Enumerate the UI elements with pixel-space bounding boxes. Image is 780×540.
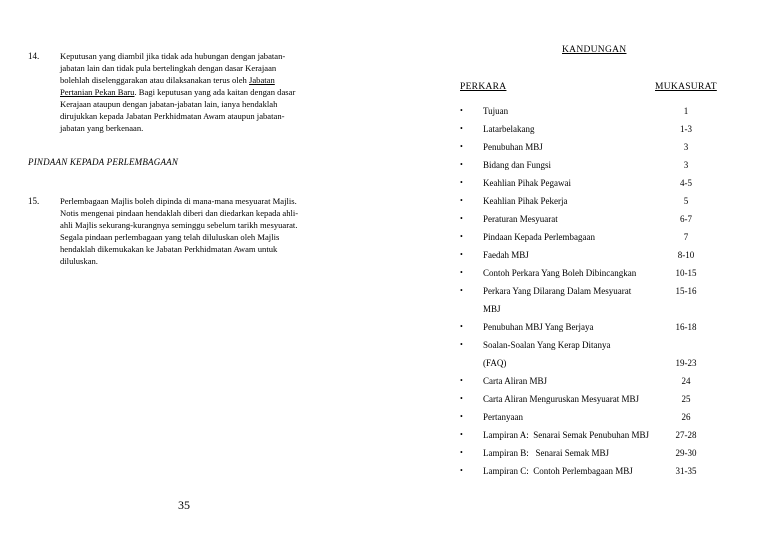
- toc-item-page: 19-23: [675, 358, 697, 368]
- paragraph-15-line: Perlembagaan Majlis boleh dipinda di mana-mana mesyuarat Majlis.: [60, 196, 297, 206]
- toc-item-page: 26: [681, 412, 691, 422]
- toc-item-page: 31-35: [675, 466, 697, 476]
- bullet-icon: •: [460, 250, 463, 259]
- toc-item-page: 16-18: [675, 322, 697, 332]
- toc-item-page: 1: [683, 106, 689, 116]
- toc-item-page: 15-16: [675, 286, 697, 296]
- paragraph-14-number: 14.: [28, 51, 40, 61]
- toc-item: [390, 430, 780, 444]
- toc-item: [390, 250, 780, 264]
- toc-item-page: 3: [683, 142, 689, 152]
- paragraph-15-number: 15.: [28, 196, 40, 206]
- toc-item: [390, 142, 780, 156]
- toc-item: [390, 106, 780, 120]
- toc-item-page: 10-15: [675, 268, 697, 278]
- bullet-icon: •: [460, 376, 463, 385]
- contents-title: KANDUNGAN: [562, 45, 627, 55]
- toc-item: [390, 160, 780, 174]
- toc-item-label: Lampiran C: Contoh Perlembagaan MBJ: [483, 466, 633, 476]
- toc-item-label: Pertanyaan: [483, 412, 523, 422]
- toc-item: [390, 286, 780, 300]
- toc-item: [390, 376, 780, 390]
- toc-item-label: Lampiran A: Senarai Semak Penubuhan MBJ: [483, 430, 649, 440]
- paragraph-14-line: jabatan yang berkenaan.: [60, 123, 144, 133]
- bullet-icon: •: [460, 340, 463, 349]
- toc-item-label: Contoh Perkara Yang Boleh Dibincangkan: [483, 268, 637, 278]
- toc-item-page: 8-10: [677, 250, 695, 260]
- paragraph-15-line: ahli Majlis sekurang-kurangnya seminggu sebelum tarikh mesyuarat.: [60, 220, 298, 230]
- bullet-icon: •: [460, 286, 463, 295]
- toc-item-label: Carta Aliran MBJ: [483, 376, 547, 386]
- bullet-icon: •: [460, 268, 463, 277]
- toc-item: [390, 448, 780, 462]
- toc-item-page: 6-7: [680, 214, 692, 224]
- toc-item-label: Lampiran B: Senarai Semak MBJ: [483, 448, 609, 458]
- toc-item-page: 1-3: [680, 124, 692, 134]
- paragraph-15: [60, 195, 360, 267]
- bullet-icon: •: [460, 106, 463, 115]
- page-number: 35: [178, 498, 190, 512]
- toc-item-label-continued: (FAQ): [483, 358, 507, 368]
- toc-item-page: 5: [683, 196, 689, 206]
- toc-item-label: Peraturan Mesyuarat: [483, 214, 558, 224]
- toc-item-label: Carta Aliran Menguruskan Mesyuarat MBJ: [483, 394, 639, 404]
- toc-item-label: Keahlian Pihak Pekerja: [483, 196, 568, 206]
- bullet-icon: •: [460, 232, 463, 241]
- toc-item-label: Soalan-Soalan Yang Kerap Ditanya: [483, 340, 611, 350]
- toc-item-page: 29-30: [675, 448, 697, 458]
- toc-item: [390, 232, 780, 246]
- column-heading-mukasurat: MUKASURAT: [655, 82, 717, 92]
- toc-item: [390, 394, 780, 408]
- toc-item-continuation: [390, 358, 780, 372]
- toc-item-label: Keahlian Pihak Pegawai: [483, 178, 571, 188]
- bullet-icon: •: [460, 394, 463, 403]
- paragraph-15-line: hendaklah dikemukakan ke Jabatan Perkhidmatan Awam untuk: [60, 244, 278, 254]
- paragraph-14-line: Keputusan yang diambil jika tidak ada hubungan dengan jabatan-: [60, 51, 286, 61]
- toc-item-label: Perkara Yang Dilarang Dalam Mesyuarat: [483, 286, 632, 296]
- paragraph-14-line: bolehlah diselenggarakan atau dilaksanakan terus oleh: [60, 75, 249, 85]
- bullet-icon: •: [460, 178, 463, 187]
- paragraph-14: [60, 50, 360, 134]
- bullet-icon: •: [460, 142, 463, 151]
- toc-item-page: 24: [681, 376, 691, 386]
- toc-item-label: Tujuan: [483, 106, 509, 116]
- toc-item-continuation: [390, 304, 780, 318]
- column-heading-perkara: PERKARA: [460, 82, 507, 92]
- toc-item: [390, 322, 780, 336]
- section-heading: PINDAAN KEPADA PERLEMBAGAAN: [28, 157, 179, 167]
- paragraph-14-line: dirujukkan kepada Jabatan Perkhidmatan Awam ataupun jabatan-: [60, 111, 285, 121]
- paragraph-15-line: Notis mengenai pindaan hendaklah diberi dan diedarkan kepada ahli-: [60, 208, 299, 218]
- bullet-icon: •: [460, 466, 463, 475]
- toc-item: [390, 412, 780, 426]
- bullet-icon: •: [460, 448, 463, 457]
- toc-item-page: 27-28: [675, 430, 697, 440]
- toc-item: [390, 178, 780, 192]
- toc-item: [390, 340, 780, 354]
- toc-item: [390, 196, 780, 210]
- toc-item-label: Pindaan Kepada Perlembagaan: [483, 232, 595, 242]
- bullet-icon: •: [460, 322, 463, 331]
- toc-item: [390, 124, 780, 138]
- toc-item-label: Penubuhan MBJ Yang Berjaya: [483, 322, 594, 332]
- jabatan-link-part-1: Jabatan: [249, 75, 275, 85]
- bullet-icon: •: [460, 430, 463, 439]
- toc-item: [390, 268, 780, 282]
- right-page: [390, 0, 780, 540]
- jabatan-link-part-2: Pertanian Pekan Baru: [60, 87, 135, 97]
- bullet-icon: •: [460, 214, 463, 223]
- toc-item-label: Faedah MBJ: [483, 250, 529, 260]
- toc-item: [390, 466, 780, 480]
- toc-item-label: Latarbelakang: [483, 124, 535, 134]
- paragraph-14-line: Kerajaan ataupun dengan jabatan-jabatan lain, ianya hendaklah: [60, 99, 278, 109]
- toc-item-page: 3: [683, 160, 689, 170]
- bullet-icon: •: [460, 196, 463, 205]
- bullet-icon: •: [460, 412, 463, 421]
- toc-item-page: 25: [681, 394, 691, 404]
- paragraph-14-line: . Bagi keputusan yang ada kaitan dengan dasar: [134, 87, 296, 97]
- paragraph-14-line: jabatan lain dan tidak pula bertelingkah dengan dasar Kerajaan: [60, 63, 277, 73]
- bullet-icon: •: [460, 160, 463, 169]
- toc-item-label-continued: MBJ: [483, 304, 501, 314]
- toc-item-label: Bidang dan Fungsi: [483, 160, 552, 170]
- toc-item-label: Penubuhan MBJ: [483, 142, 543, 152]
- paragraph-15-line: Segala pindaan perlembagaan yang telah diluluskan oleh Majlis: [60, 232, 280, 242]
- bullet-icon: •: [460, 124, 463, 133]
- toc-item-page: 7: [683, 232, 689, 242]
- toc-item: [390, 214, 780, 228]
- toc-item-page: 4-5: [680, 178, 692, 188]
- paragraph-15-line: diluluskan.: [60, 256, 98, 266]
